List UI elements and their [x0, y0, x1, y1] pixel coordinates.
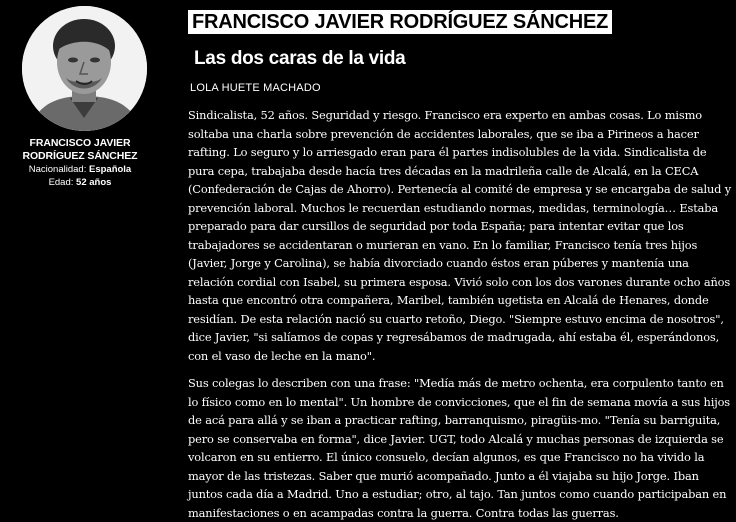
age-label: Edad:: [48, 177, 74, 188]
profile-name-line2: RODRÍGUEZ SÁNCHEZ: [22, 150, 138, 162]
article-title: Las dos caras de la vida: [194, 48, 406, 69]
person-name-banner: FRANCISCO JAVIER RODRÍGUEZ SÁNCHEZ: [188, 10, 612, 34]
profile-meta: [0, 163, 160, 189]
article-byline: LOLA HUETE MACHADO: [190, 82, 321, 94]
nationality-value: Española: [88, 164, 132, 175]
profile-name-line1: FRANCISCO JAVIER: [29, 137, 131, 149]
article-body: [188, 106, 736, 522]
nationality-label: Nacionalidad:: [28, 164, 87, 175]
portrait-photo: [22, 6, 147, 131]
article-paragraph: Sindicalista, 52 años. Seguridad y riesgo. Francisco era experto en ambas cosas. Lo mismo soltaba una charla sobre prevención de accidentes laborales, que se iba a Pirineos a hacer rafting. Lo seguro y lo arriesgado eran para él partes indisolubles de la vida. Sindicalista de pura cepa, trabajaba desde hacía tres décadas en la madrileña calle de Alcalá, en la CECA (Confederación de Cajas de Ahorro). Pertenecía al comité de empresa y se encargaba de salud y prevención laboral. Muchos le recuerdan estudiando normas, medidas, terminología… Estaba preparado para dar cursillos de seguridad por toda España; para intentar evitar que los trabajadores se accidentaran o murieran en vano. En lo familiar, Francisco tenía tres hijos (Javier, Jorge y Carolina), se había divorciado cuando éstos eran púberes y mantenía una relación cordial con Isabel, su primera esposa. Vivió solo con los dos varones durante ocho años hasta que encontró otra compañera, Maribel, también ugetista en Alcalá de Henares, donde residían. De esta relación nació su cuarto retoño, Diego. "Siempre estuvo encima de nosotros", dice Javier, "si salíamos de copas y regresábamos de madrugada, ahí estaba él, esperándonos, con el vaso de leche en la mano".: [188, 108, 732, 363]
age-value: 52 años: [76, 177, 112, 188]
nationality-row: [0, 163, 160, 176]
age-row: [0, 176, 160, 189]
profile-name: [0, 137, 160, 163]
avatar: [22, 6, 147, 131]
article-paragraph: Sus colegas lo describen con una frase: "Medía más de metro ochenta, era corpulento tanto en lo físico como en lo mental". Un hombre de convicciones, que el fin de semana movía a sus hijos de acá para allá y se iban a practicar rafting, barranquismo, piragüis-mo. "Tenía su barriguita, pero se conservaba en forma", dice Javier. UGT, todo Alcalá y muchas personas de izquierda se volcaron en su entierro. El único consuelo, decían algunos, es que Francisco no ha vivido la mayor de las tristezas. Saber que murió acompañado. Junto a él viajaba su hijo Jorge. Iban juntos cada día a Madrid. Uno a estudiar; otro, al tajo. Tan juntos como cuando participaban en manifestaciones o en acampadas contra la guerra. Contra todas las guerras.: [188, 376, 730, 520]
